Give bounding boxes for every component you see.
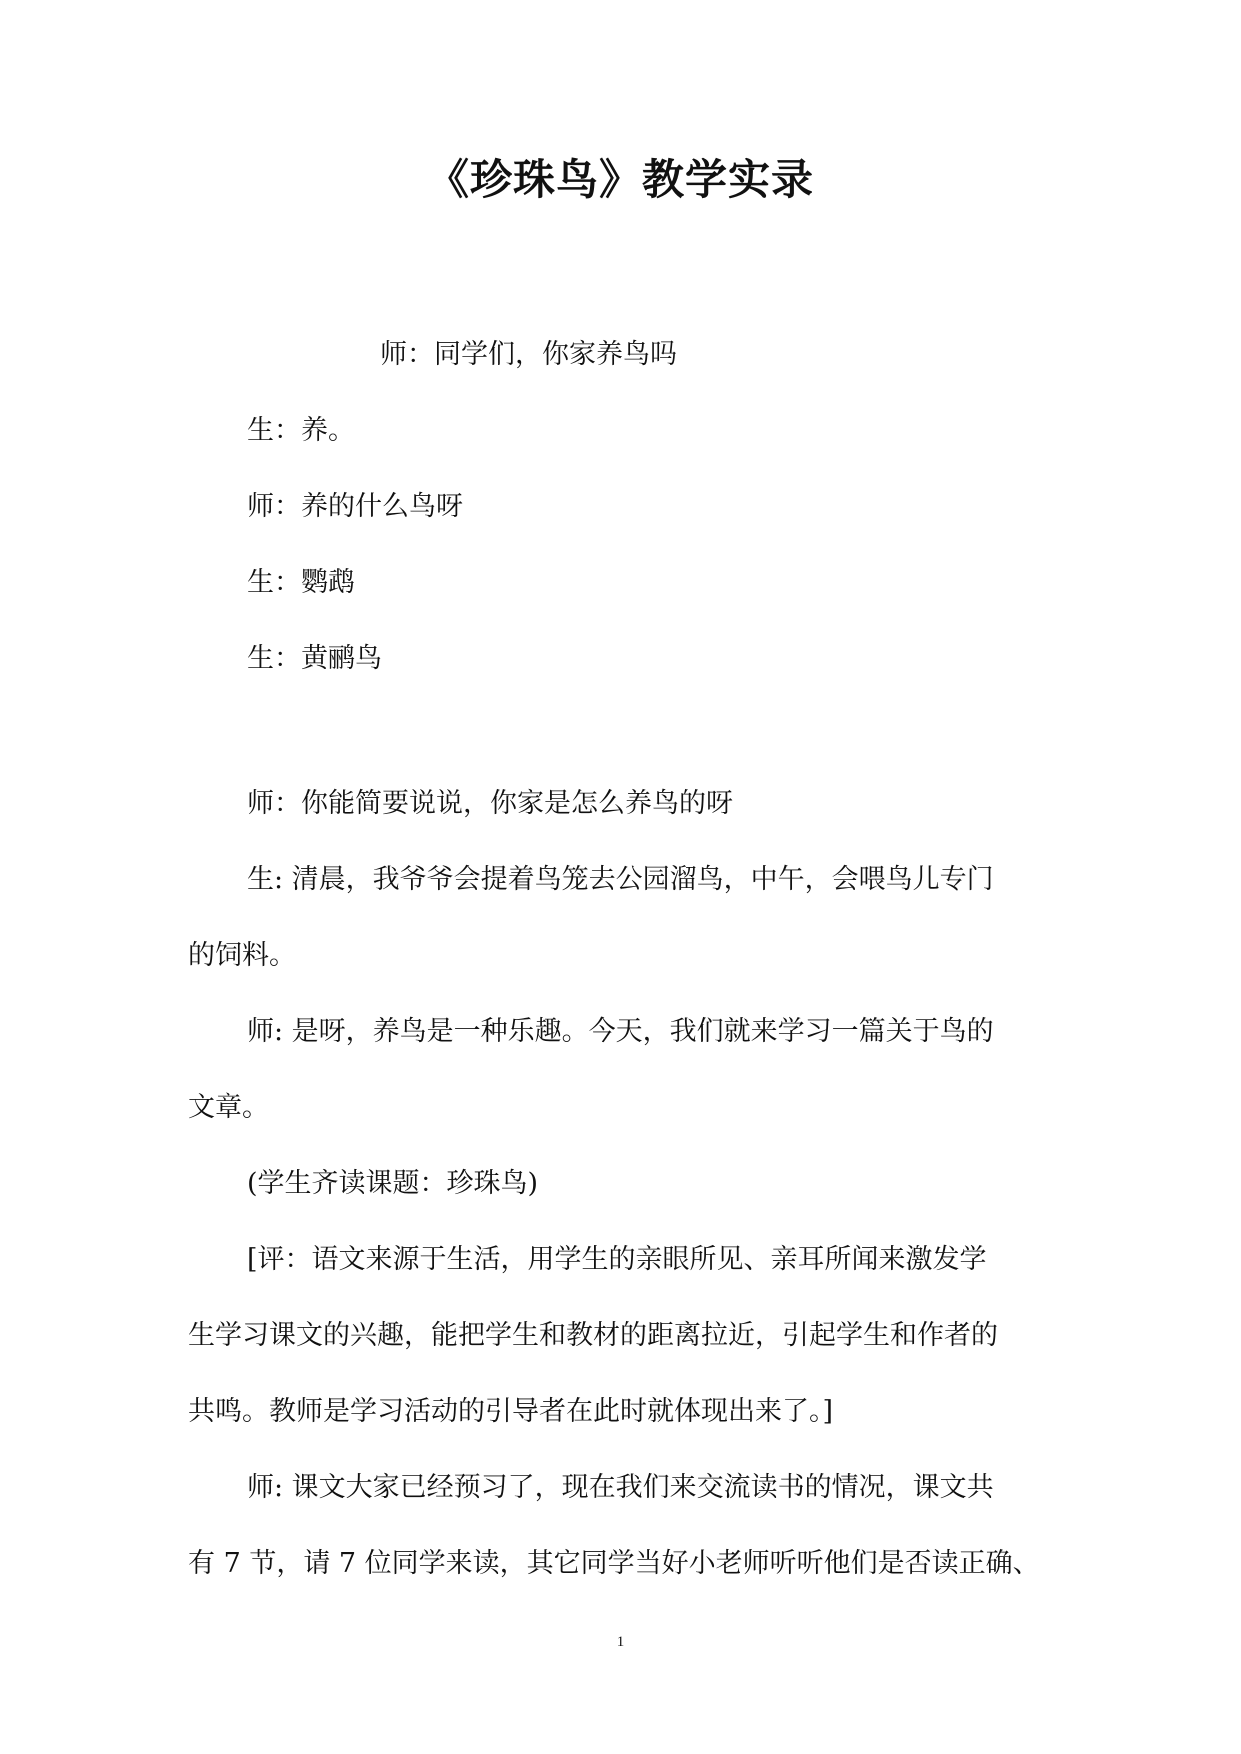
paragraph-line: (学生齐读课题：珍珠鸟) — [247, 1168, 539, 1199]
paragraph-line: 师：养的什么鸟呀 — [247, 491, 463, 522]
paragraph-line: 师: 是呀，养鸟是一种乐趣。今天，我们就来学习一篇关于鸟的 — [247, 1016, 994, 1047]
paragraph-line: 有 7 节，请 7 位同学来读，其它同学当好小老师听听他们是否读正确、 — [188, 1548, 1040, 1579]
paragraph-line: 生：养。 — [247, 415, 355, 446]
paragraph-line: 师: 课文大家已经预习了，现在我们来交流读书的情况，课文共 — [247, 1472, 994, 1503]
paragraph-line: 的饲料。 — [188, 940, 296, 971]
page-number: 1 — [616, 1634, 625, 1650]
paragraph-line: 师：你能简要说说，你家是怎么养鸟的呀 — [247, 788, 733, 819]
paragraph-line: 文章。 — [188, 1092, 269, 1123]
paragraph-line: 生：黄鹂鸟 — [247, 643, 382, 674]
paragraph-line: 生: 清晨，我爷爷会提着鸟笼去公园溜鸟，中午，会喂鸟儿专门 — [247, 864, 994, 895]
document-title: 《珍珠鸟》教学实录 — [426, 155, 814, 204]
paragraph-line: 共鸣。教师是学习活动的引导者在此时就体现出来了。] — [188, 1396, 834, 1427]
paragraph-line: 生：鹦鹉 — [247, 567, 355, 598]
paragraph-line: 生学习课文的兴趣，能把学生和教材的距离拉近，引起学生和作者的 — [188, 1320, 998, 1351]
paragraph-line: 师：同学们，你家养鸟吗 — [380, 339, 677, 370]
paragraph-line: [评：语文来源于生活，用学生的亲眼所见、亲耳所闻来激发学 — [247, 1244, 987, 1275]
